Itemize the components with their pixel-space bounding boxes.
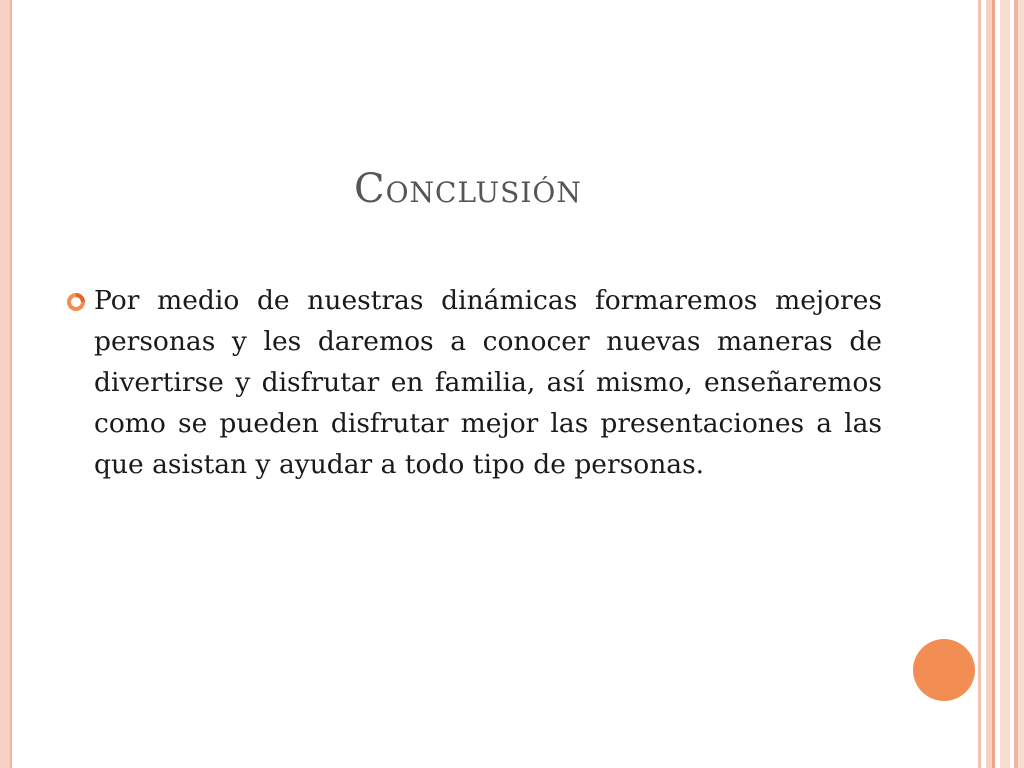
right-stripe-decoration — [1000, 0, 1010, 768]
right-stripe-decoration — [1018, 0, 1024, 768]
right-stripe-decoration — [992, 0, 995, 768]
right-stripe-decoration — [978, 0, 981, 768]
slide-title: Conclusión — [354, 166, 582, 212]
bullet-text: Por medio de nuestras dinámicas formaremos mejores personas y les daremos a conocer nuevas maneras de divertirse y disfrutar en familia, así mismo, enseñaremos como se pueden disfrutar mejor las presentaciones a las que asistan y ayudar a todo tipo de personas. — [94, 285, 882, 480]
decorative-circle — [913, 639, 975, 701]
ring-bullet-icon — [66, 292, 86, 312]
left-border-line — [10, 0, 12, 768]
